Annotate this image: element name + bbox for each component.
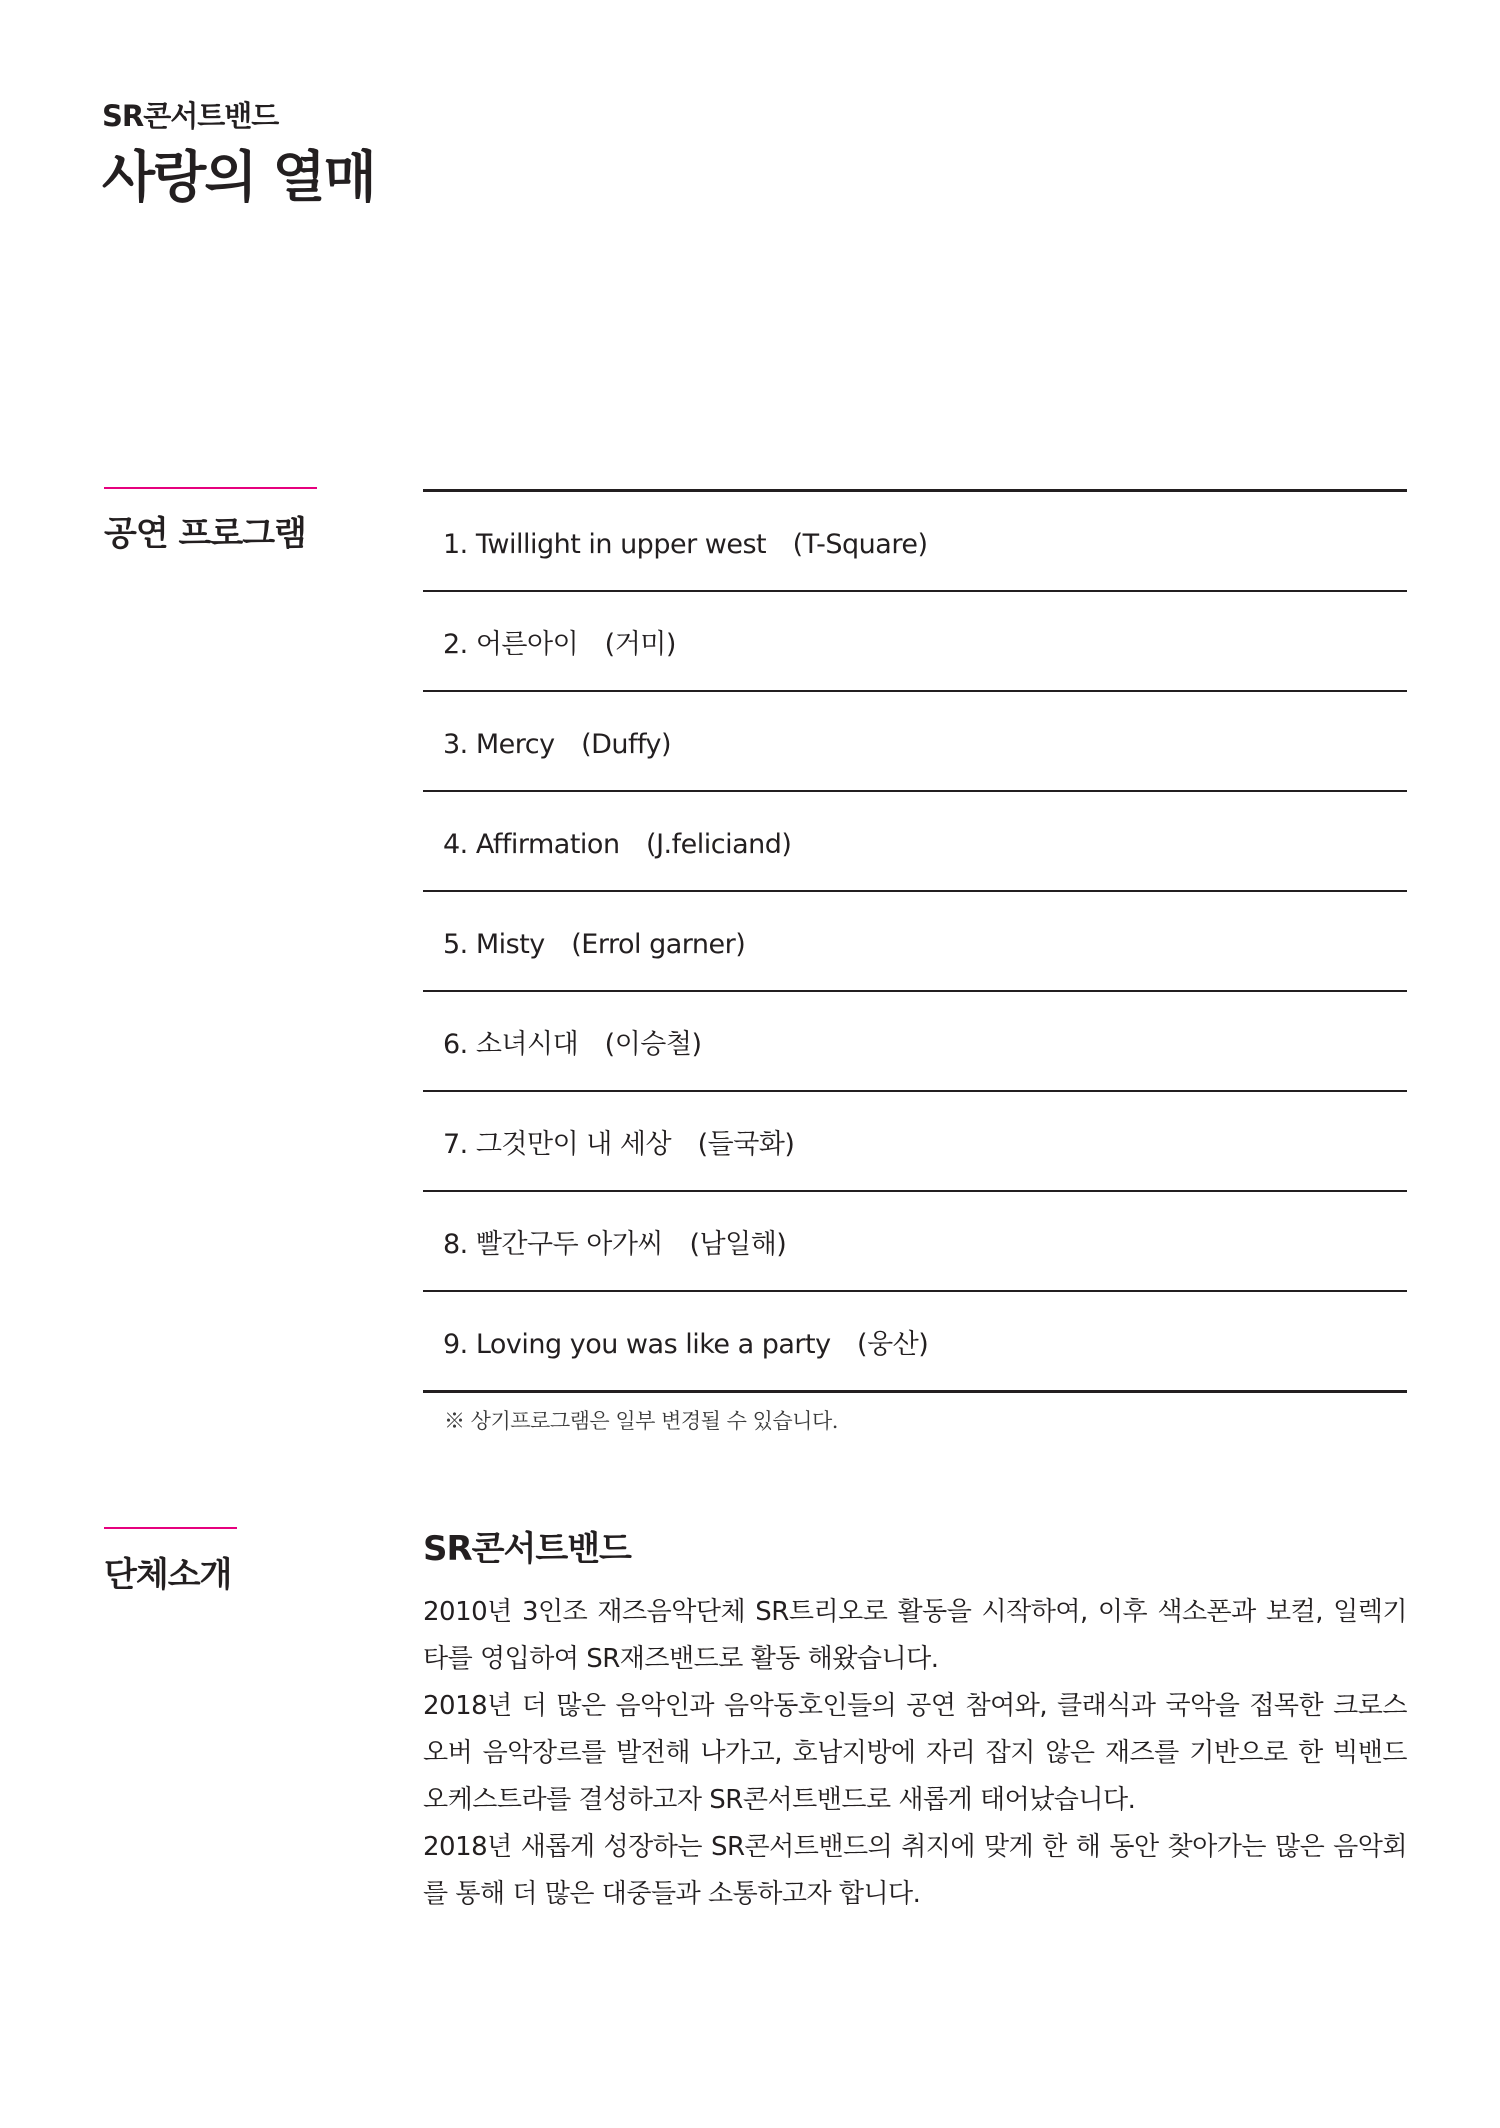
page-header bbox=[102, 96, 375, 212]
intro-section-label: 단체소개 bbox=[104, 1555, 232, 1595]
program-item-3: 3. Mercy (Duffy) bbox=[423, 692, 1407, 792]
intro-text bbox=[423, 1589, 1407, 1918]
page-subtitle: SR콘서트밴드 bbox=[102, 99, 279, 133]
intro-body bbox=[423, 1527, 1407, 1918]
page-title: 사랑의 열매 bbox=[102, 145, 375, 209]
program-item-9: 9. Loving you was like a party (웅산) bbox=[423, 1292, 1407, 1393]
program-item-5: 5. Misty (Errol garner) bbox=[423, 892, 1407, 992]
program-list bbox=[423, 489, 1407, 1393]
intro-paragraph: 2018년 새롭게 성장하는 SR콘서트밴드의 취지에 맞게 한 해 동안 찾아가는 많은 음악회를 통해 더 많은 대중들과 소통하고자 합니다. bbox=[423, 1832, 1407, 1909]
intro-accent-line bbox=[104, 1527, 237, 1529]
program-change-note: ※ 상기프로그램은 일부 변경될 수 있습니다. bbox=[444, 1409, 838, 1433]
program-item-6: 6. 소녀시대 (이승철) bbox=[423, 992, 1407, 1092]
program-item-8: 8. 빨간구두 아가씨 (남일해) bbox=[423, 1192, 1407, 1292]
program-section-label: 공연 프로그램 bbox=[104, 514, 306, 554]
program-item-7: 7. 그것만이 내 세상 (들국화) bbox=[423, 1092, 1407, 1192]
program-item-4: 4. Affirmation (J.feliciand) bbox=[423, 792, 1407, 892]
intro-paragraph: 2018년 더 많은 음악인과 음악동호인들의 공연 참여와, 클래식과 국악을 접목한 크로스오버 음악장르를 발전해 나가고, 호남지방에 자리 잡지 않은 재즈를 기반으로 한 빅밴드 오케스트라를 결성하고자 SR콘서트밴드로 새롭게 태어났습니다. bbox=[423, 1691, 1407, 1815]
intro-paragraph: 2010년 3인조 재즈음악단체 SR트리오로 활동을 시작하여, 이후 색소폰과 보컬, 일렉기타를 영입하여 SR재즈밴드로 활동 해왔습니다. bbox=[423, 1597, 1407, 1674]
program-item-1: 1. Twillight in upper west (T-Square) bbox=[423, 492, 1407, 592]
program-item-2: 2. 어른아이 (거미) bbox=[423, 592, 1407, 692]
intro-heading: SR콘서트밴드 bbox=[423, 1529, 631, 1569]
program-accent-line bbox=[104, 487, 317, 489]
